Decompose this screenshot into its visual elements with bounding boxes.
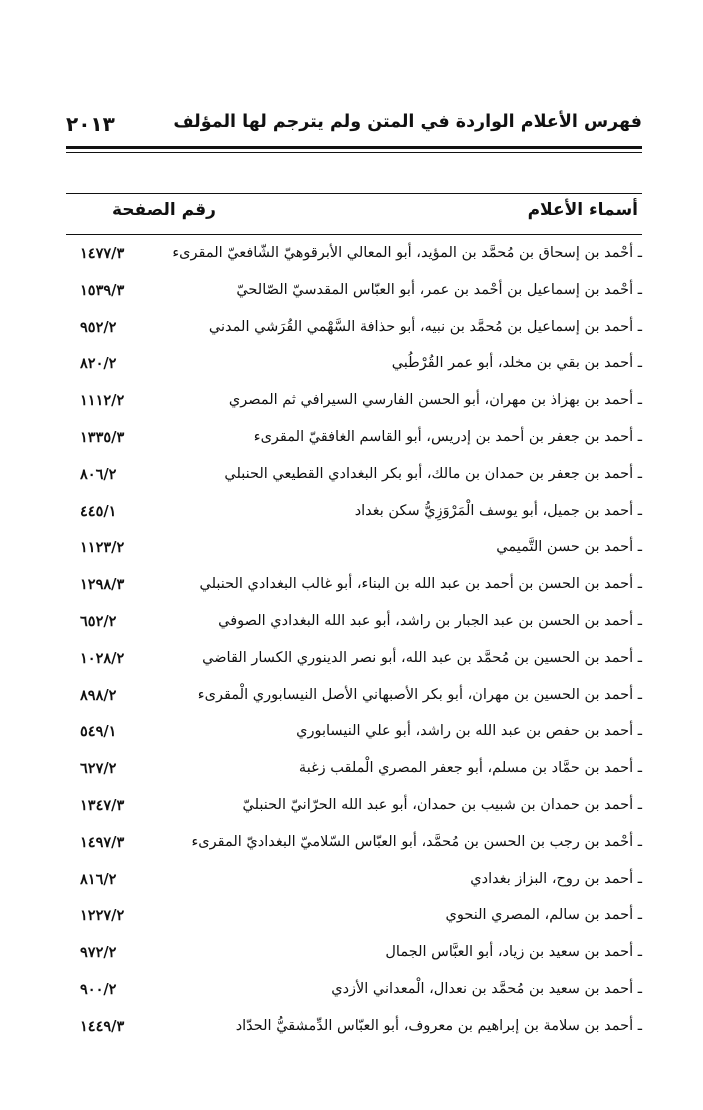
index-entry bbox=[66, 347, 642, 384]
entry-name: ـ أحْمد بن إسحاق بن مُحمَّد بن المؤيد، أبو المعالي الأبرقوهيّ الشّافعيّ المقرىء bbox=[172, 245, 642, 261]
index-entry bbox=[66, 605, 642, 642]
running-head bbox=[66, 112, 642, 142]
index-entry bbox=[66, 237, 642, 274]
page-number: ٢٠١٣ bbox=[66, 112, 115, 136]
column-header-names: أسماء الأعلام bbox=[527, 200, 638, 220]
entry-name: ـ أحمد بن بهزاذ بن مهران، أبو الحسن الفارسي السيرافي ثم المصري bbox=[228, 392, 642, 409]
entry-name: ـ أحمد بن روح، البزاز بغدادي bbox=[470, 870, 642, 887]
entry-name: ـ أحمد بن حمَّاد بن مسلم، أبو جعفر المصري الْملقب زغبة bbox=[298, 760, 642, 777]
header-rule-thin bbox=[66, 152, 642, 153]
index-entry bbox=[66, 752, 642, 789]
index-entry bbox=[66, 642, 642, 679]
table-column-header bbox=[66, 200, 642, 228]
entry-name: ـ أحمد بن جعفر بن حمدان بن مالك، أبو بكر البغدادي القطيعي الحنبلي bbox=[224, 465, 642, 482]
table-header-rule bbox=[66, 234, 642, 235]
entry-page-ref: ٦٥٢/٢ bbox=[80, 612, 117, 630]
entry-page-ref: ٨٠٦/٢ bbox=[80, 465, 117, 483]
entry-name: ـ أحمد بن سعيد بن مُحمَّد بن نعدال، الْمعداني الأزدي bbox=[331, 980, 642, 997]
index-entry bbox=[66, 973, 642, 1010]
entry-page-ref: ٥٤٩/١ bbox=[80, 723, 117, 741]
index-entry-list bbox=[66, 237, 642, 1047]
entry-page-ref: ١١٢٣/٢ bbox=[80, 539, 125, 557]
entry-page-ref: ٩٥٢/٢ bbox=[80, 318, 117, 336]
index-entry bbox=[66, 936, 642, 973]
entry-name: ـ أحْمد بن إسماعيل بن أحْمد بن عمر، أبو العبّاس المقدسيّ الصّالحيّ bbox=[236, 281, 642, 298]
index-entry bbox=[66, 826, 642, 863]
entry-page-ref: ١٤٤٩/٣ bbox=[80, 1017, 125, 1035]
entry-page-ref: ١١١٢/٢ bbox=[80, 392, 125, 410]
table-top-rule bbox=[66, 193, 642, 194]
entry-page-ref: ١٤٩٧/٣ bbox=[80, 833, 125, 851]
index-entry bbox=[66, 679, 642, 716]
entry-page-ref: ١٣٣٥/٣ bbox=[80, 428, 125, 446]
index-entry bbox=[66, 421, 642, 458]
entry-name: ـ أحمد بن حسن التَّميمي bbox=[496, 539, 642, 556]
index-entry bbox=[66, 568, 642, 605]
entry-page-ref: ٩٧٢/٢ bbox=[80, 944, 117, 962]
entry-page-ref: ٨٢٠/٢ bbox=[80, 355, 117, 373]
entry-page-ref: ١٢٩٨/٣ bbox=[80, 576, 125, 594]
index-entry bbox=[66, 863, 642, 900]
index-entry bbox=[66, 789, 642, 826]
index-entry bbox=[66, 715, 642, 752]
entry-name: ـ أحمد بن حفص بن عبد الله بن راشد، أبو علي النيسابوري bbox=[296, 723, 642, 740]
index-entry bbox=[66, 384, 642, 421]
index-entry bbox=[66, 495, 642, 532]
index-entry bbox=[66, 531, 642, 568]
entry-page-ref: ١٤٧٧/٣ bbox=[80, 245, 125, 262]
index-entry bbox=[66, 311, 642, 348]
entry-name: ـ أحمد بن جميل، أبو يوسف الْمَرْوَزِيُّ سكن بغداد bbox=[354, 502, 642, 519]
entry-name: ـ أحْمد بن رجب بن الحسن بن مُحمَّد، أبو العبّاس السّلاميّ البغداديّ المقرىء bbox=[191, 833, 642, 850]
index-entry bbox=[66, 274, 642, 311]
index-entry bbox=[66, 1010, 642, 1047]
entry-name: ـ أحمد بن حمدان بن شبيب بن حمدان، أبو عبد الله الحرّانيّ الحنبليّ bbox=[242, 796, 642, 813]
entry-page-ref: ٤٤٥/١ bbox=[80, 502, 117, 520]
entry-page-ref: ١٥٣٩/٣ bbox=[80, 281, 125, 299]
entry-name: ـ أحمد بن سالم، المصري النحوي bbox=[445, 907, 642, 924]
entry-name: ـ أحمد بن بقي بن مخلد، أبو عمر القُرْطُبي bbox=[391, 355, 642, 372]
entry-page-ref: ١٢٢٧/٢ bbox=[80, 907, 125, 925]
entry-page-ref: ٦٢٧/٢ bbox=[80, 760, 117, 778]
entry-page-ref: ٨١٦/٢ bbox=[80, 870, 117, 888]
entry-name: ـ أحمد بن جعفر بن أحمد بن إدريس، أبو القاسم الغافقيّ المقرىء bbox=[253, 428, 642, 445]
header-rule-thick bbox=[66, 146, 642, 149]
entry-name: ـ أحمد بن الحسن بن عبد الجبار بن راشد، أبو عبد الله البغدادي الصوفي bbox=[218, 612, 642, 629]
entry-page-ref: ١٠٢٨/٢ bbox=[80, 649, 125, 667]
entry-name: ـ أحمد بن الحسين بن مُحمَّد بن عبد الله، أبو نصر الدينوري الكسار القاضي bbox=[202, 649, 642, 666]
entry-name: ـ أحمد بن سعيد بن زياد، أبو العبَّاس الجمال bbox=[385, 944, 642, 961]
entry-page-ref: ١٣٤٧/٣ bbox=[80, 796, 125, 814]
entry-name: ـ أحمد بن الحسن بن أحمد بن عبد الله بن البناء، أبو غالب البغدادي الحنبلي bbox=[199, 576, 642, 593]
entry-page-ref: ٨٩٨/٢ bbox=[80, 686, 117, 704]
entry-name: ـ أحمد بن سلامة بن إبراهيم بن معروف، أبو العبّاس الدِّمشقيُّ الحدّاد bbox=[235, 1017, 642, 1034]
index-entry bbox=[66, 899, 642, 936]
entry-name: ـ أحمد بن إسماعيل بن مُحمَّد بن نبيه، أبو حذافة السَّهْمي القُرَشي المدني bbox=[208, 318, 642, 335]
column-header-pages: رقم الصفحة bbox=[112, 200, 216, 220]
running-head-title: فهرس الأعلام الواردة في المتن ولم يترجم لها المؤلف bbox=[173, 112, 642, 132]
entry-name: ـ أحمد بن الحسين بن مهران، أبو بكر الأصبهاني الأصل النيسابوري الْمقرىء bbox=[197, 686, 642, 703]
index-entry bbox=[66, 458, 642, 495]
entry-page-ref: ٩٠٠/٢ bbox=[80, 980, 117, 998]
